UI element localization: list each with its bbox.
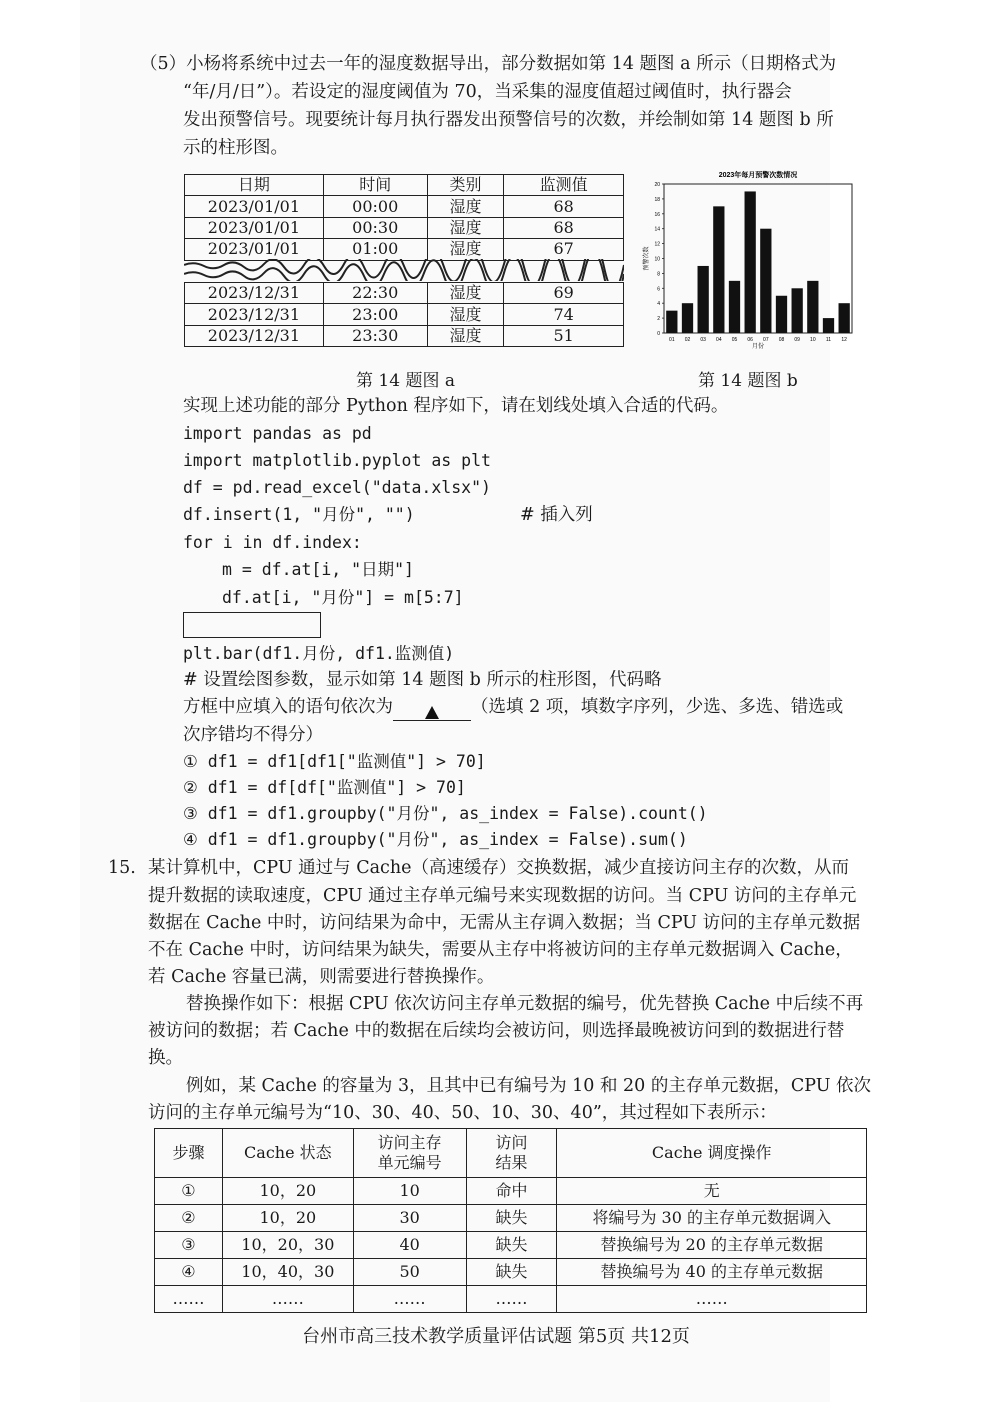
table-cell: 2023/01/01 — [185, 217, 324, 238]
chart-bar — [776, 296, 787, 333]
chart-bar — [698, 266, 709, 333]
table-cell: 2023/12/31 — [185, 325, 324, 346]
chart-x-tick-label: 11 — [825, 337, 832, 343]
table-cell: 缺失 — [466, 1205, 557, 1232]
table-row — [185, 239, 624, 260]
table-row — [155, 1286, 867, 1313]
table-cell: 2023/01/01 — [185, 239, 324, 260]
answer-blank-line[interactable] — [393, 700, 471, 721]
table-header-row — [155, 1129, 867, 1178]
chart-bar — [745, 191, 756, 333]
chart-x-tick-label: 06 — [747, 337, 753, 343]
chart-x-axis-label: 月份 — [751, 344, 765, 350]
table-cell: …… — [222, 1286, 353, 1313]
header-cell: 监测值 — [504, 175, 624, 196]
chart-y-axis-label: 预警次数 — [644, 246, 650, 271]
table-cell: 10，20 — [222, 1178, 353, 1205]
chart-x-tick-label: 05 — [731, 337, 738, 343]
q15-para3-line2: 访问的主存单元编号为“10、30、40、50、10、30、40”，其过程如下表所示： — [148, 1103, 777, 1123]
chart-x-tick-label: 03 — [700, 337, 706, 343]
code-line-5: for i in df.index: — [183, 533, 362, 552]
q14-part5-line2: “年/月/日”）。若设定的湿度阈值为 70，当采集的湿度值超过阈值时，执行器会 — [183, 82, 792, 102]
table-cell: 替换编号为 40 的主存单元数据 — [557, 1259, 867, 1286]
header-cell: 日期 — [185, 175, 324, 196]
option-3: ③ df1 = df1.groupby("月份", as_index = False).count() — [183, 804, 708, 823]
header-cell: Cache 状态 — [222, 1129, 353, 1178]
chart-title: 2023年每月预警次数情况 — [718, 172, 798, 179]
chart-y-tick-label: 0 — [657, 331, 660, 337]
table-cell: 缺失 — [466, 1259, 557, 1286]
figure-a-table-bottom — [184, 282, 624, 347]
q14-part5-line3: 发出预警信号。现要统计每月执行器发出预警信号的次数，并绘制如第 14 题图 b 所 — [183, 110, 834, 130]
chart-bar — [807, 281, 818, 333]
table-cell: 22:30 — [323, 283, 427, 304]
option-1: ① df1 = df1[df1["监测值"] > 70] — [183, 752, 486, 771]
table-cell: 23:30 — [323, 325, 427, 346]
chart-x-tick-label: 12 — [841, 337, 847, 343]
chart-y-tick-label: 10 — [654, 256, 660, 263]
table-cell: 01:00 — [323, 239, 427, 260]
chart-bar — [792, 288, 803, 333]
table-cell: 69 — [504, 283, 624, 304]
chart-x-tick-label: 07 — [763, 337, 769, 343]
table-cell: 缺失 — [466, 1232, 557, 1259]
table-cell: 10，20 — [222, 1205, 353, 1232]
header-cell: 访问 结果 — [466, 1129, 557, 1178]
table-row — [185, 217, 624, 238]
chart-y-tick-label: 8 — [657, 271, 660, 278]
table-cell: 40 — [353, 1232, 466, 1259]
chart-x-tick-label: 09 — [794, 337, 800, 343]
chart-y-tick-label: 20 — [654, 182, 660, 188]
code-line-7: df.at[i, "月份"] = m[5:7] — [222, 588, 464, 607]
table-cell: 10，20，30 — [222, 1232, 353, 1259]
chart-bar — [682, 303, 693, 333]
table-row — [185, 196, 624, 217]
table-cell: 命中 — [466, 1178, 557, 1205]
q15-para2-line3: 换。 — [148, 1048, 183, 1068]
chart-y-tick-label: 16 — [654, 211, 660, 218]
table-cell: 2023/01/01 — [185, 196, 324, 217]
table-cell: …… — [353, 1286, 466, 1313]
table-header-row — [185, 175, 624, 196]
table-row — [185, 283, 624, 304]
q15-para1-line3: 数据在 Cache 中时，访问结果为命中，无需从主存调入数据；当 CPU 访问的主存单元数据 — [148, 913, 861, 933]
table-cell: 23:00 — [323, 304, 427, 325]
header-cell: 访问主存 单元编号 — [353, 1129, 466, 1178]
chart-y-tick-label: 6 — [657, 286, 660, 293]
table-cell: 74 — [504, 304, 624, 325]
table-cell: 00:00 — [323, 196, 427, 217]
table-cell: 30 — [353, 1205, 466, 1232]
chart-y-tick-label: 12 — [654, 241, 660, 248]
table-cell: 无 — [557, 1178, 867, 1205]
table-cell: ④ — [155, 1259, 223, 1286]
q14-part5-line1: （5）小杨将系统中过去一年的湿度数据导出，部分数据如第 14 题图 a 所示（日期格式为 — [140, 54, 837, 74]
table-cell: 2023/12/31 — [185, 304, 324, 325]
table-cell: 00:30 — [323, 217, 427, 238]
table-cell: 10 — [353, 1178, 466, 1205]
table-cell: 替换编号为 20 的主存单元数据 — [557, 1232, 867, 1259]
table-cell: 10，40，30 — [222, 1259, 353, 1286]
q15-para2-line1: 替换操作如下：根据 CPU 依次访问主存单元数据的编号，优先替换 Cache 中后续不再 — [186, 994, 864, 1014]
fill-question-post: （选填 2 项，填数字序列，少选、多选、错选或 — [471, 697, 844, 717]
table-cell: 68 — [504, 217, 624, 238]
table-row — [185, 325, 624, 346]
q15-para1-line5: 若 Cache 容量已满，则需要进行替换操作。 — [148, 967, 495, 987]
chart-bar — [666, 311, 677, 333]
q14-part5-line4: 示的柱形图。 — [183, 138, 288, 158]
chart-y-tick-label: 4 — [657, 301, 660, 308]
table-row — [155, 1205, 867, 1232]
figure-a-table-top — [184, 174, 624, 261]
table-row — [155, 1178, 867, 1205]
chart-x-tick-label: 02 — [684, 337, 691, 343]
answer-blank-box[interactable] — [183, 612, 321, 638]
code-line-2: import matplotlib.pyplot as plt — [183, 451, 491, 470]
table-cell: 2023/12/31 — [185, 283, 324, 304]
code-line-6: m = df.at[i, "日期"] — [222, 560, 414, 579]
figure-b-bar-chart — [640, 168, 860, 358]
caption-figure-b: 第 14 题图 b — [698, 371, 798, 391]
caption-figure-a: 第 14 题图 a — [356, 371, 455, 391]
fill-question-pre: 方框中应填入的语句依次为 — [183, 697, 393, 717]
code-line-4: df.insert(1, "月份", "") — [183, 505, 415, 524]
table-cell: …… — [155, 1286, 223, 1313]
table-cell: ① — [155, 1178, 223, 1205]
table-row — [155, 1259, 867, 1286]
code-line-1: import pandas as pd — [183, 424, 372, 443]
chart-y-tick-label: 2 — [657, 316, 660, 323]
table-cell: 湿度 — [427, 217, 504, 238]
code-line-3: df = pd.read_excel("data.xlsx") — [183, 478, 491, 497]
table-row — [185, 304, 624, 325]
chart-x-tick-label: 10 — [810, 337, 816, 343]
table-cell: ② — [155, 1205, 223, 1232]
table-cell: …… — [557, 1286, 867, 1313]
q15-para1-line4: 不在 Cache 中时，访问结果为缺失，需要从主存中将被访问的主存单元数据调入 Cache， — [148, 940, 853, 960]
page-footer: 台州市高三技术教学质量评估试题 第5页 共12页 — [302, 1326, 690, 1347]
header-cell: 步骤 — [155, 1129, 223, 1178]
option-2: ② df1 = df[df["监测值"] > 70] — [183, 778, 466, 797]
q15-para3-line1: 例如，某 Cache 的容量为 3，且其中已有编号为 10 和 20 的主存单元数据，CPU 依次 — [186, 1076, 872, 1096]
chart-bar — [729, 281, 740, 333]
q15-number: 15. — [108, 858, 136, 878]
chart-bar — [823, 318, 834, 333]
fill-question — [183, 693, 843, 721]
table-cell: 50 — [353, 1259, 466, 1286]
table-cell: 湿度 — [427, 325, 504, 346]
table-cell: 51 — [504, 325, 624, 346]
chart-x-tick-label: 04 — [716, 337, 722, 343]
table-cell: 将编号为 30 的主存单元数据调入 — [557, 1205, 867, 1232]
chart-bar — [839, 303, 850, 333]
chart-bar — [713, 206, 724, 333]
code-intro: 实现上述功能的部分 Python 程序如下，请在划线处填入合适的代码。 — [183, 396, 729, 416]
triangle-marker-icon — [425, 706, 439, 719]
table-row — [155, 1232, 867, 1259]
table-cell: ③ — [155, 1232, 223, 1259]
fill-question-line2: 次序错均不得分） — [183, 725, 323, 745]
table-break-mark — [184, 259, 624, 281]
cache-process-table — [154, 1128, 867, 1313]
table-cell: 湿度 — [427, 196, 504, 217]
code-comment-insert: # 插入列 — [520, 505, 593, 525]
q15-para2-line2: 被访问的数据；若 Cache 中的数据在后续均会被访问，则选择最晚被访问到的数据进行替 — [148, 1021, 845, 1041]
chart-bar — [760, 229, 771, 333]
code-comment-settings: # 设置绘图参数，显示如第 14 题图 b 所示的柱形图，代码略 — [183, 670, 662, 690]
chart-x-tick-label: 01 — [669, 337, 675, 343]
table-cell: 湿度 — [427, 304, 504, 325]
header-cell: 时间 — [323, 175, 427, 196]
header-cell: 类别 — [427, 175, 504, 196]
header-cell: Cache 调度操作 — [557, 1129, 867, 1178]
chart-x-tick-label: 08 — [778, 337, 785, 343]
q15-para1-line2: 提升数据的读取速度，CPU 通过主存单元编号来实现数据的访问。当 CPU 访问的主存单元 — [148, 886, 857, 906]
table-cell: 68 — [504, 196, 624, 217]
table-cell: 湿度 — [427, 283, 504, 304]
q15-para1-line1: 某计算机中，CPU 通过与 Cache（高速缓存）交换数据，减少直接访问主存的次数，从而 — [148, 858, 849, 878]
table-cell: 67 — [504, 239, 624, 260]
code-line-plt-bar: plt.bar(df1.月份, df1.监测值) — [183, 644, 455, 663]
chart-y-tick-label: 14 — [654, 226, 660, 233]
table-cell: …… — [466, 1286, 557, 1313]
option-4: ④ df1 = df1.groupby("月份", as_index = False).sum() — [183, 830, 688, 849]
table-cell: 湿度 — [427, 239, 504, 260]
chart-y-tick-label: 18 — [654, 196, 660, 203]
